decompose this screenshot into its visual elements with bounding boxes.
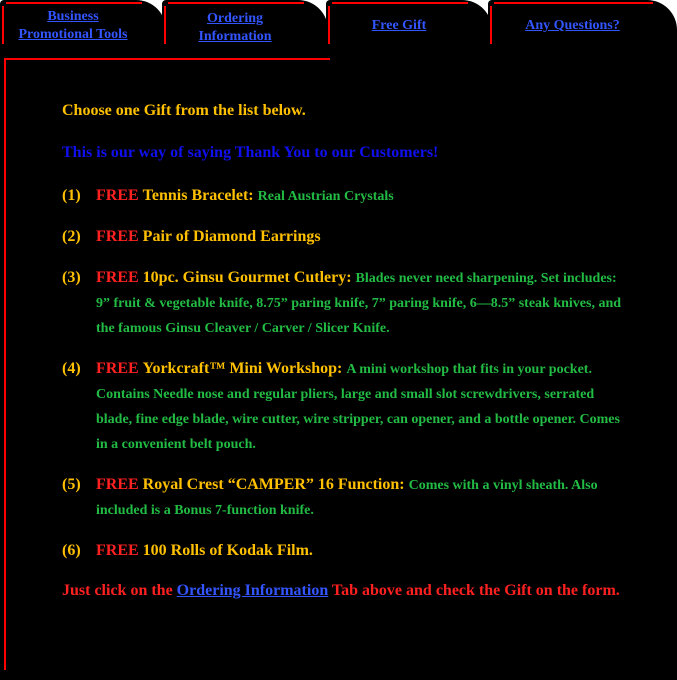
tab-border: [6, 2, 142, 4]
gift-name: Pair of Diamond Earrings: [142, 228, 321, 245]
tab-free-gift[interactable]: [326, 0, 492, 60]
outro-text-before: Just click on the: [62, 582, 177, 599]
tab-bar: [0, 0, 677, 60]
tab-label[interactable]: [488, 17, 657, 35]
tab-label-line2[interactable]: Promotional Tools: [18, 27, 128, 42]
panel-border-left: [4, 58, 6, 670]
tab-label-line2[interactable]: Information: [198, 29, 272, 44]
tab-border: [494, 2, 653, 4]
tab-border: [332, 2, 468, 4]
gift-number: (1): [62, 187, 81, 204]
tab-label[interactable]: [0, 8, 146, 44]
gift-free-label: FREE: [96, 228, 139, 245]
tab-label-line1[interactable]: Business: [47, 9, 99, 24]
gift-name: Tennis Bracelet:: [142, 187, 254, 204]
gift-item: [62, 473, 622, 523]
gift-number: (2): [62, 228, 81, 245]
gift-item: [62, 184, 622, 209]
gift-description: A mini workshop that fits in your pocket. Contains Needle nose and regular pliers, large and small slot screwdrivers, serrated blade, fine edge blade, wire cutter, wire stripper, can opener, and a bottle opener. Comes in a convenient belt pouch.: [96, 362, 620, 452]
gift-free-label: FREE: [96, 360, 139, 377]
tab-label-line1[interactable]: Free Gift: [371, 18, 427, 33]
tab-label-line1[interactable]: Ordering: [207, 11, 263, 26]
tab-label[interactable]: [162, 10, 308, 46]
gift-name: Yorkcraft™ Mini Workshop:: [142, 360, 343, 377]
ordering-information-link[interactable]: Ordering Information: [176, 582, 329, 599]
tab-any-questions[interactable]: [488, 0, 677, 58]
gift-content: [62, 100, 622, 618]
gift-item: [62, 539, 622, 564]
ordering-instructions: [62, 580, 622, 602]
gift-number: (4): [62, 360, 81, 377]
tab-label-line1[interactable]: Any Questions?: [525, 18, 620, 33]
intro-choose: Choose one Gift from the list below.: [62, 102, 306, 119]
gift-number: (3): [62, 269, 81, 286]
content-panel: [0, 56, 677, 680]
outro-text-after: Tab above and check the Gift on the form.: [328, 582, 620, 599]
gift-free-label: FREE: [96, 542, 139, 559]
gift-number: (6): [62, 542, 81, 559]
tab-border: [168, 2, 304, 4]
gift-description: Blades never need sharpening. Set includes: 9” fruit & vegetable knife, 8.75” paring knife, 7” paring knife, 6—8.5” steak knives, and the famous Ginsu Cleaver / Carver / Slicer Knife.: [96, 271, 622, 336]
gift-name: Royal Crest “CAMPER” 16 Function:: [142, 476, 405, 493]
gift-free-label: FREE: [96, 187, 139, 204]
gift-item: [62, 266, 622, 341]
gift-number: (5): [62, 476, 81, 493]
tab-business-promotional-tools[interactable]: [0, 0, 166, 58]
panel-border-top: [4, 58, 330, 60]
tab-ordering-information[interactable]: [162, 0, 328, 58]
gift-free-label: FREE: [96, 269, 139, 286]
gift-free-label: FREE: [96, 476, 139, 493]
intro-thank-you: This is our way of saying Thank You to our Customers!: [62, 144, 439, 161]
gift-name: 100 Rolls of Kodak Film.: [142, 542, 313, 559]
gift-description: Real Austrian Crystals: [257, 189, 394, 204]
gift-item: [62, 357, 622, 457]
tab-label[interactable]: [326, 17, 472, 35]
gift-item: [62, 225, 622, 250]
gift-name: 10pc. Ginsu Gourmet Cutlery:: [142, 269, 352, 286]
gift-description: Comes with a vinyl sheath. Also included is a Bonus 7-function knife.: [96, 478, 598, 518]
